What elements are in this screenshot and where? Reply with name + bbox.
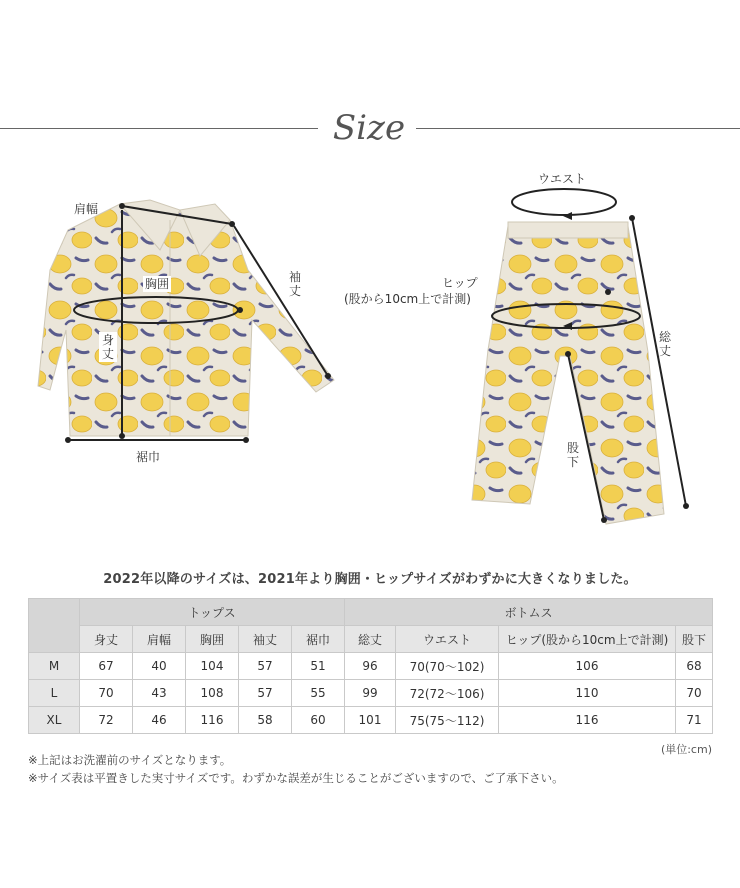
- table-cell: 68: [676, 653, 713, 680]
- footnote: ※上記はお洗濯前のサイズとなります。: [28, 753, 232, 767]
- size-diagram: [0, 160, 740, 540]
- size-table: [28, 598, 713, 734]
- size-change-notice: 2022年以降のサイズは、2021年より胸囲・ヒップサイズがわずかに大きくなりました。: [103, 572, 637, 587]
- pajama-top: [38, 200, 334, 436]
- table-cell: 72(72〜106): [396, 680, 499, 707]
- column-header: 袖丈: [239, 626, 292, 653]
- group-header-tops: トップス: [80, 599, 345, 626]
- label-inseam: 股 下: [564, 440, 582, 470]
- table-cell: 110: [499, 680, 676, 707]
- table-cell: 46: [133, 707, 186, 734]
- label-sleeve-length: 袖 丈: [288, 270, 301, 298]
- table-cell: 75(75〜112): [396, 707, 499, 734]
- column-header: 身丈: [80, 626, 133, 653]
- row-size-label: L: [29, 680, 80, 707]
- column-header: 総丈: [345, 626, 396, 653]
- table-cell: 71: [676, 707, 713, 734]
- label-waist: ウエスト: [538, 172, 587, 186]
- table-column-header-row: [29, 626, 713, 653]
- pajama-bottom: [472, 222, 664, 524]
- label-hip: ヒップ: [442, 276, 478, 290]
- size-title-row: [0, 108, 740, 148]
- label-body-length: 身 丈: [99, 332, 117, 362]
- row-size-label: M: [29, 653, 80, 680]
- table-cell: 51: [292, 653, 345, 680]
- table-cell: 99: [345, 680, 396, 707]
- column-header: 裾巾: [292, 626, 345, 653]
- row-size-label: XL: [29, 707, 80, 734]
- footnote: ※サイズ表は平置きした実寸サイズです。わずかな誤差が生じることがございますので、ご了承下さい。: [28, 771, 564, 785]
- label-hem-width: 裾巾: [136, 450, 161, 464]
- table-cell: 70: [676, 680, 713, 707]
- table-cell: 116: [499, 707, 676, 734]
- table-cell: 57: [239, 680, 292, 707]
- table-cell: 70(70〜102): [396, 653, 499, 680]
- title-divider-left: [0, 128, 318, 129]
- table-cell: 67: [80, 653, 133, 680]
- table-cell: 116: [186, 707, 239, 734]
- table-cell: 60: [292, 707, 345, 734]
- table-row: [29, 707, 713, 734]
- table-row: [29, 680, 713, 707]
- column-header: ヒップ(股から10cm上で計測): [499, 626, 676, 653]
- table-cell: 40: [133, 653, 186, 680]
- table-cell: 108: [186, 680, 239, 707]
- table-cell: 104: [186, 653, 239, 680]
- title-divider-right: [416, 128, 740, 129]
- column-header: 肩幅: [133, 626, 186, 653]
- unit-label: (単位:cm): [660, 743, 712, 756]
- group-header-bottoms: ボトムス: [345, 599, 713, 626]
- table-corner-cell: [29, 599, 80, 653]
- column-header: 股下: [676, 626, 713, 653]
- label-chest: 胸囲: [145, 277, 170, 291]
- table-cell: 43: [133, 680, 186, 707]
- table-cell: 96: [345, 653, 396, 680]
- table-cell: 58: [239, 707, 292, 734]
- column-header: 胸囲: [186, 626, 239, 653]
- table-cell: 106: [499, 653, 676, 680]
- page-title: Size: [332, 108, 406, 148]
- column-header: ウエスト: [396, 626, 499, 653]
- table-cell: 72: [80, 707, 133, 734]
- label-hip-note: (股から10cm上で計測): [344, 292, 471, 306]
- label-shoulder-width: 肩幅: [74, 202, 99, 216]
- table-cell: 57: [239, 653, 292, 680]
- table-row: [29, 653, 713, 680]
- table-cell: 101: [345, 707, 396, 734]
- table-group-header-row: [29, 599, 713, 626]
- label-total-length: 総 丈: [658, 330, 671, 358]
- table-cell: 55: [292, 680, 345, 707]
- table-cell: 70: [80, 680, 133, 707]
